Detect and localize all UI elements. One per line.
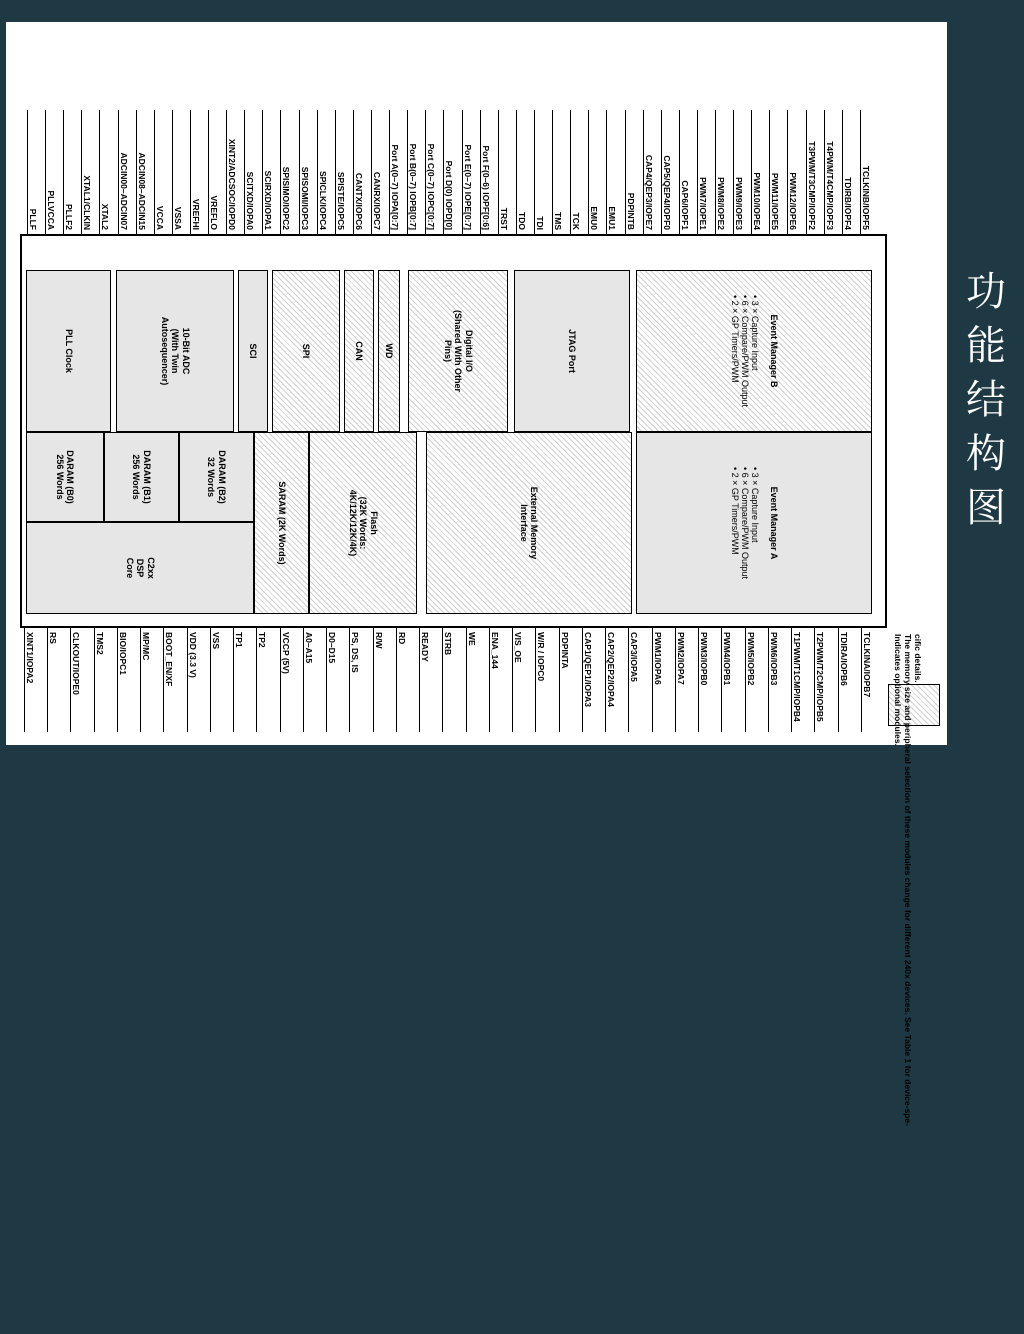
ext-mem-label: External Memory Interface [519,486,540,560]
evb-content [729,295,778,407]
right-pin-line [570,110,571,234]
left-pin-label: CAP2/QEP2/IOPA4 [606,632,617,707]
right-pin-label: T4PWM/T4CMP/IOPF3 [824,141,835,230]
right-pin-label: TDIRB/IOPF4 [842,177,853,230]
left-pin-label: MP/MC [141,632,152,661]
left-pin-label: RD [396,632,407,645]
evb-item: • 6 × Compare/PWM Output [740,295,750,407]
right-pin-label: Port D(0) IOPD[0] [444,160,455,230]
right-pin-line [806,110,807,234]
left-pin-line [117,628,118,732]
evb-item: • 3 × Capture Input [750,295,761,371]
right-pin-label: TDO [516,212,527,230]
right-pin-label: PWM8/IOPE2 [716,177,727,230]
event-manager-a-block [636,432,872,614]
left-pin-line [838,628,839,732]
left-pin-label: ENA_144 [489,632,500,669]
right-pin-label: SPISIMO/IOPC2 [281,166,292,230]
right-pin-label: VSSA [172,206,183,230]
adc-label: 10-Bit ADC (With Twin Autosequencer) [159,316,191,386]
can-label: CAN [354,341,365,361]
right-pin-label: TMS [553,212,564,230]
left-pin-line [163,628,164,732]
left-pin-label: BIO/IOPC1 [117,632,128,675]
title-char-3: 结 [966,377,1006,423]
flash-label: Flash (32K Words: 4K/12K/12K/4K) [347,489,379,557]
right-pin-label: CANTX/IOPC6 [353,172,364,230]
left-pin-label: BOOT_EN/XF [164,632,175,687]
right-pin-line [27,110,28,234]
right-pin-label: T3PWM/T3CMP/IOPF2 [806,141,817,230]
right-pin-line [787,110,788,234]
saram-block [254,432,309,614]
right-pin-label: VREFLO [209,195,220,230]
left-pin-label: PWM6/IOPB3 [768,632,779,686]
right-pin-line [299,110,300,234]
right-pin-line [697,110,698,234]
digital-io-label: Digital I/O (Shared With Other Pins) [442,310,474,392]
left-pin-line [256,628,257,732]
left-pin-line [745,628,746,732]
left-pin-line [675,628,676,732]
right-pin-label: Port A(0–7) IOPA[0:7] [390,144,401,230]
right-pin-line [860,110,861,234]
right-pin-line [516,110,517,234]
right-pin-label: PWM10/IOPE4 [752,172,763,230]
right-pin-line [136,110,137,234]
legend-line1: Indicates optional modules. [893,634,903,746]
right-pin-line [172,110,173,234]
left-pin-label: W/R / IOPC0 [536,632,547,682]
right-pin-label: EMU0 [589,206,600,230]
right-pin-label: ADCIN00–ADCIN07 [118,152,129,230]
right-pin-line [751,110,752,234]
left-pin-label: VIS_OE [513,632,524,663]
right-pin-line [679,110,680,234]
pll-label: PLL Clock [63,329,74,373]
left-pin-line [721,628,722,732]
right-pin-line [262,110,263,234]
left-pin-line [280,628,281,732]
left-pin-line [442,628,443,732]
left-pin-label: T2PWM/T2CMP/IOPB5 [815,632,826,722]
right-pin-line [63,110,64,234]
left-pin-line [47,628,48,732]
legend-line2: The memory size and peripheral selection of these modules change for different 240x devices. See Table 1 for device-spe- [903,634,913,1127]
title-char-2: 能 [966,323,1006,369]
pll-block [26,270,111,432]
right-pin-line [335,110,336,234]
right-pin-line [190,110,191,234]
left-pin-line [466,628,467,732]
daram-b2-label: DARAM (B2) 32 Words [206,450,227,504]
left-pin-line [489,628,490,732]
left-pin-line [24,628,25,732]
eva-item: • 3 × Capture Input [750,467,761,543]
left-pin-line [814,628,815,732]
right-pin-line [389,110,390,234]
flash-block [309,432,417,614]
right-pin-line [244,110,245,234]
right-pin-line [498,110,499,234]
left-pin-label: TDIRA/IOPB6 [838,632,849,686]
right-pin-line [715,110,716,234]
left-pin-label: VCCP (5V) [280,632,291,674]
daram-b0-block [26,432,104,522]
right-pin-label: SCIRXD/IOPA1 [263,170,274,230]
right-pin-label: Port E(0–7) IOPE[0:7] [462,144,473,230]
left-pin-line [582,628,583,732]
left-pin-line [512,628,513,732]
right-pin-line [226,110,227,234]
left-pin-label: READY [420,632,431,662]
legend-line3: cific details. [913,634,923,683]
left-pin-line [652,628,653,732]
right-pin-label: CAP4/QEP3/IOPE7 [643,154,654,230]
left-pin-line [303,628,304,732]
core-block [26,522,254,614]
right-pin-label: PDPINTB [625,192,636,230]
left-pin-label: PWM4/IOPB1 [722,632,733,686]
left-pin-label: PWM3/IOPB0 [699,632,710,686]
left-pin-label: PWM5/IOPB2 [745,632,756,686]
left-pin-label: CAP3/IOPA5 [629,632,640,682]
right-pin-line [643,110,644,234]
left-pin-label: TMS2 [94,632,105,655]
right-pin-label: PLLF [28,208,38,230]
eva-item: • 2 × GP Timers/PWM [729,467,740,555]
left-pin-label: PS, DS, IS [350,632,361,673]
right-pin-line [208,110,209,234]
adc-block [116,270,234,432]
left-pin-line [349,628,350,732]
right-pin-label: ADCIN08–ADCIN15 [136,152,147,230]
left-pin-label: STRB [443,632,454,656]
right-pin-line [118,110,119,234]
right-pin-line [45,110,46,234]
diagram-sheet [6,22,947,1127]
left-pin-line [861,628,862,732]
right-pin-line [281,110,282,234]
sci-block [238,270,268,432]
left-pin-label: PWM2/IOPA7 [675,632,686,685]
right-pin-line [425,110,426,234]
left-pin-line [791,628,792,732]
right-pin-line [552,110,553,234]
right-pin-line [661,110,662,234]
right-pin-label: PLLF2 [64,204,75,230]
right-pin-label: PWM11/IOPE5 [770,172,781,230]
left-pin-line [140,628,141,732]
title-char-1: 功 [966,269,1006,315]
left-pin-label: T1PWM/T1CMP/IOPB4 [792,632,803,722]
right-pin-line [769,110,770,234]
right-pin-label: SCITXD/IOPA0 [245,171,256,230]
title-char-5: 图 [966,485,1006,531]
spi-label: SPI [301,343,312,359]
left-pin-line [233,628,234,732]
evb-title: Event Manager B [768,314,779,388]
eva-item: • 6 × Compare/PWM Output [740,467,750,579]
right-pin-label: VCCA [154,205,165,230]
right-pin-label: XTAL1/CLKIN [82,175,93,230]
left-pin-label: R/W [373,632,384,649]
right-pin-label: SPISTE/IOPC5 [335,171,346,230]
wd-block [378,270,400,432]
right-pin-label: CAP6/IOPF1 [679,180,690,230]
core-label: C2xx DSP Core [124,557,156,579]
right-pin-label: TCK [571,212,582,230]
eva-title: Event Manager A [768,486,779,560]
sci-label: SCI [248,343,259,359]
left-pin-line [94,628,95,732]
left-pin-line [605,628,606,732]
right-pin-label: PWM12/IOPE6 [788,172,799,230]
left-pin-label: A0–A15 [303,632,314,664]
left-pin-line [535,628,536,732]
right-pin-line [353,110,354,234]
left-pin-line [698,628,699,732]
left-pin-label: PDPINTA [559,632,570,669]
eva-content [729,467,778,579]
can-block [344,270,374,432]
daram-b1-label: DARAM (B1) 256 Words [131,450,152,504]
right-pin-line [480,110,481,234]
right-pin-line [99,110,100,234]
left-pin-label: CLKOUT/IOPE0 [71,632,82,695]
jtag-label: JTAG Port [567,329,578,373]
right-pin-line [625,110,626,234]
left-pin-line [628,628,629,732]
right-pin-label: XTAL2 [100,203,111,230]
daram-b0-label: DARAM (B0) 256 Words [55,450,76,504]
event-manager-b-block [636,270,872,432]
left-pin-line [71,628,72,732]
left-pin-label: TP2 [257,632,268,648]
right-pin-label: SPICLK/IOPC4 [317,170,328,230]
right-pin-line [824,110,825,234]
left-pin-label: TCLKINA/IOPB7 [861,632,872,698]
left-pin-line [419,628,420,732]
right-pin-line [733,110,734,234]
left-pin-label: PWM1/IOPA6 [652,632,663,685]
right-pin-line [317,110,318,234]
left-pin-label: VDD (3.3 V) [187,632,198,678]
right-pin-label: PLLVCCA [46,190,57,230]
right-pin-label: CAP5/QEP4/IOPF0 [661,155,672,230]
wd-label: WD [384,343,395,359]
title-char-4: 构 [966,431,1006,477]
right-pin-label: TDI [534,216,545,230]
left-pin-label: TP1 [234,632,245,648]
evb-item: • 2 × GP Timers/PWM [729,295,740,383]
right-pin-line [588,110,589,234]
left-pin-line [768,628,769,732]
right-pin-line [81,110,82,234]
right-pin-line [606,110,607,234]
left-pin-label: CAP1/QEP1/IOPA3 [582,632,593,707]
right-pin-label: XINT2/ADCSOC/IOPD0 [227,138,238,230]
right-pin-line [443,110,444,234]
left-pin-label: RS [48,632,59,644]
left-pin-line [396,628,397,732]
right-pin-label: EMU1 [607,206,618,230]
right-pin-label: CANRX/IOPC7 [372,171,383,230]
right-pin-line [842,110,843,234]
right-pin-line [154,110,155,234]
right-pin-line [371,110,372,234]
rotated-diagram [6,22,947,1127]
jtag-block [514,270,630,432]
right-pin-label: TRST [498,207,509,230]
daram-b1-block [104,432,179,522]
left-pin-label: XINT1/IOPA2 [25,632,35,684]
spi-block [272,270,340,432]
right-pin-label: Port C(0–7) IOPC[0:7] [426,143,437,230]
left-pin-line [559,628,560,732]
right-pin-line [407,110,408,234]
left-pin-line [326,628,327,732]
left-pin-line [187,628,188,732]
right-pin-label: PWM7/IOPE1 [697,177,708,230]
slide-title [962,265,1010,535]
right-pin-line [534,110,535,234]
right-pin-label: VREFHI [190,198,201,230]
saram-label: SARAM (2K Words) [276,481,287,565]
daram-b2-block [179,432,254,522]
right-pin-label: PWM9/IOPE3 [734,177,745,230]
right-pin-label: SPISOMI/IOPC3 [299,166,310,230]
left-pin-label: VSS [210,632,221,650]
left-pin-label: WE [466,632,477,646]
right-pin-label: TCLKINB/IOPF5 [860,165,871,230]
digital-io-block [408,270,508,432]
left-pin-line [210,628,211,732]
right-pin-label: Port B(0–7) IOPB[0:7] [408,143,419,230]
right-pin-line [462,110,463,234]
left-pin-line [373,628,374,732]
left-pin-label: D0–D15 [327,632,338,664]
right-pin-label: Port F(0–6) IOPF[0:6] [480,145,491,230]
ext-mem-block [426,432,632,614]
